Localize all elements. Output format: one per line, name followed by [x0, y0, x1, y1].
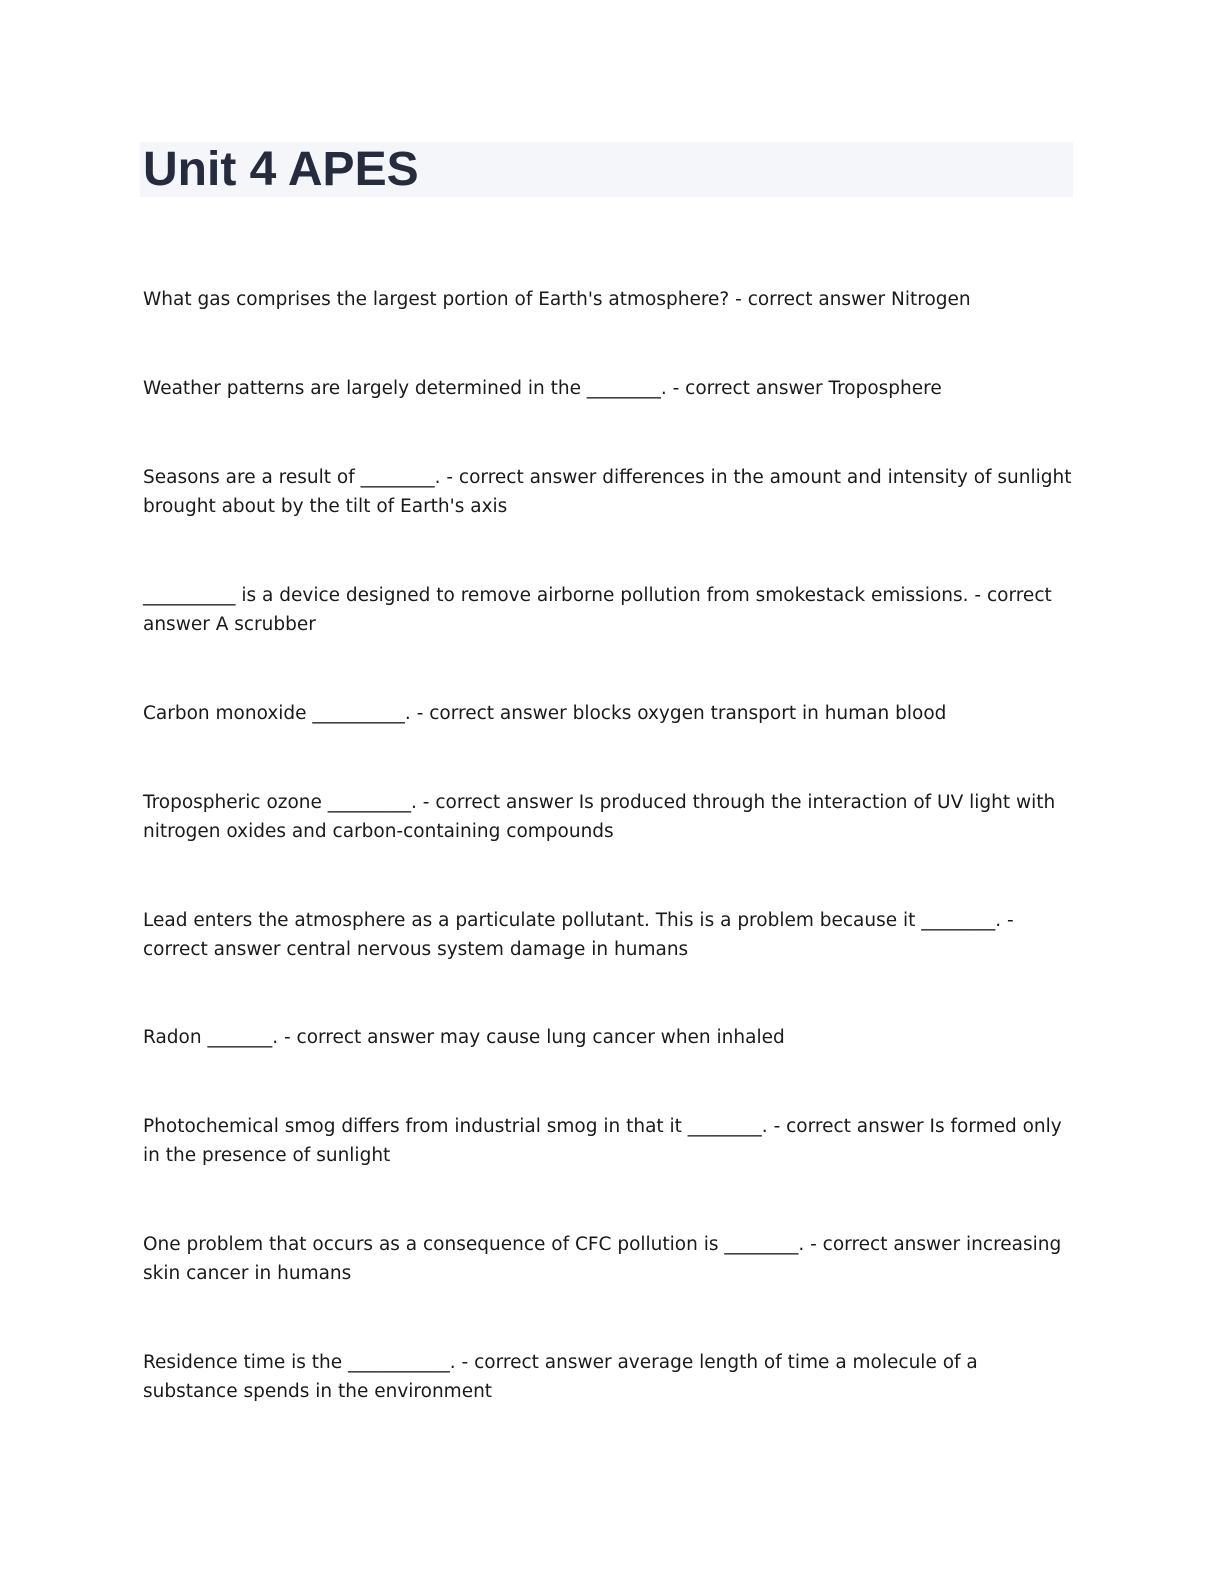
qa-item-9: Photochemical smog differs from industrial smog in that it ________. - correct answer Is formed only in the presence of sunlight: [143, 1116, 1062, 1166]
qa-item-1: What gas comprises the largest portion of Earth's atmosphere? - correct answer Nitrogen: [143, 289, 971, 310]
qa-item-4: __________ is a device designed to remove airborne pollution from smokestack emissions. - correct answer A scrubber: [143, 585, 1052, 635]
qa-item-10: One problem that occurs as a consequence of CFC pollution is ________. - correct answer increasing skin cancer in humans: [143, 1234, 1062, 1284]
qa-item-2: Weather patterns are largely determined in the ________. - correct answer Troposphere: [143, 378, 942, 399]
qa-item-8: Radon _______. - correct answer may cause lung cancer when inhaled: [143, 1027, 785, 1048]
qa-item-3: Seasons are a result of ________. - correct answer differences in the amount and intensity of sunlight brought about by the tilt of Earth's axis: [143, 467, 1072, 517]
qa-item-5: Carbon monoxide __________. - correct answer blocks oxygen transport in human blood: [143, 703, 947, 724]
page-title: Unit 4 APES: [143, 143, 419, 196]
qa-item-7: Lead enters the atmosphere as a particulate pollutant. This is a problem because it ________. - correct answer central nervous system damage in humans: [143, 910, 1014, 960]
qa-item-6: Tropospheric ozone _________. - correct answer Is produced through the interaction of UV light with nitrogen oxides and carbon-containing compounds: [143, 792, 1056, 842]
qa-item-11: Residence time is the ___________. - correct answer average length of time a molecule of a substance spends in the environment: [143, 1352, 978, 1402]
